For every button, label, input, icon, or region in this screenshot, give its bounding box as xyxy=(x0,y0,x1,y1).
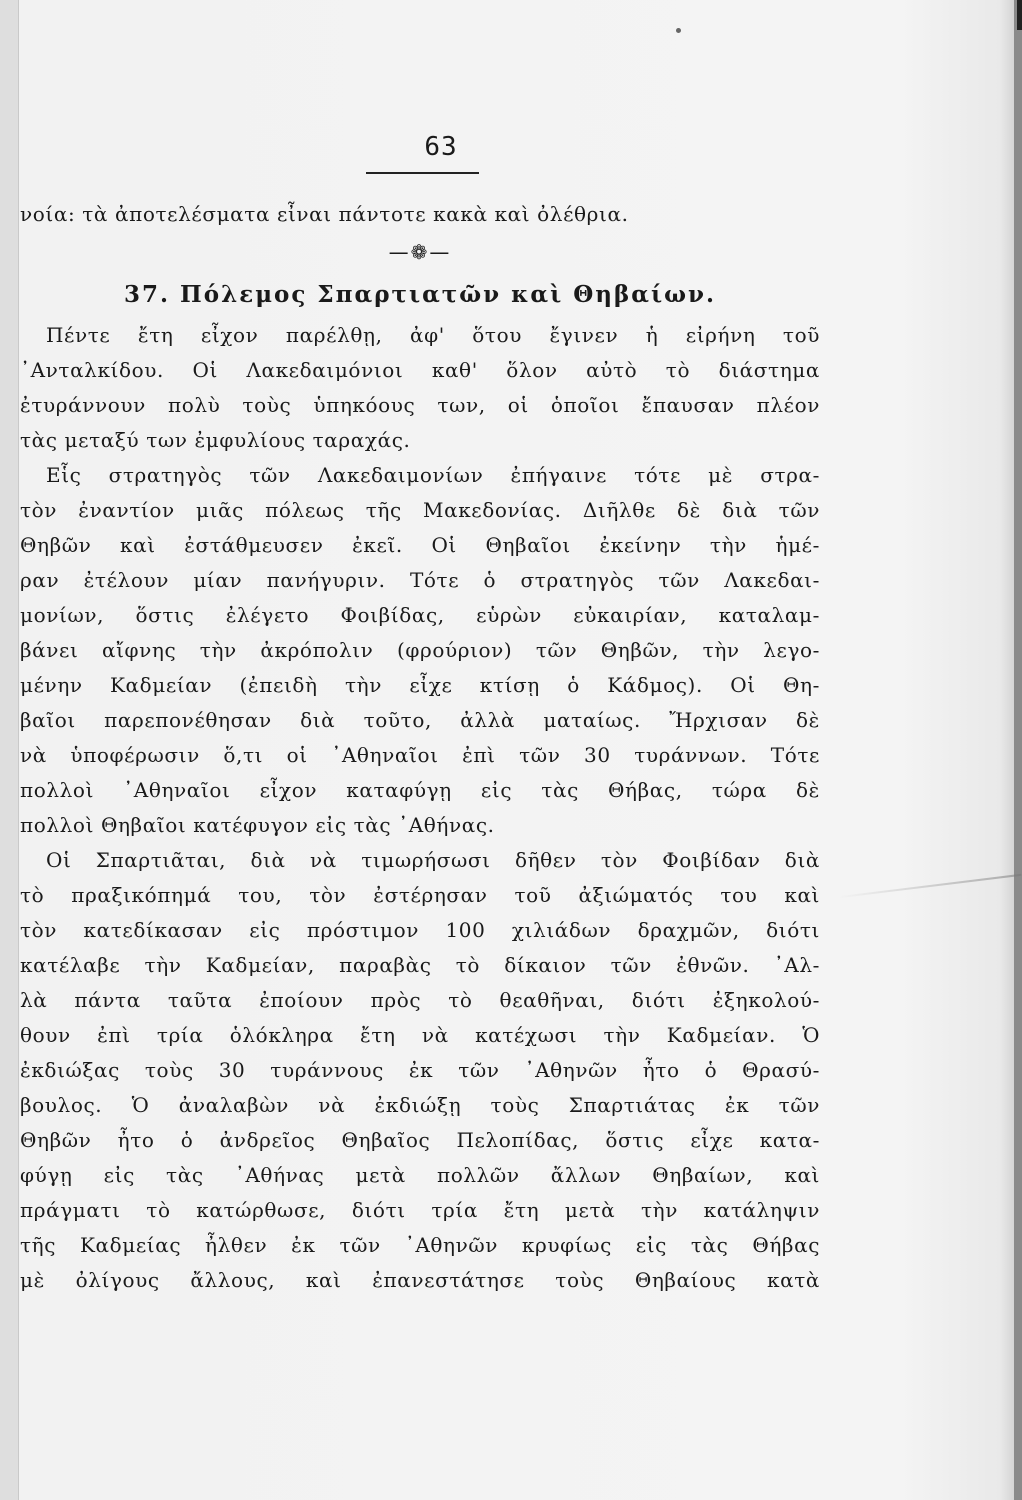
paragraph-3 xyxy=(20,843,820,1298)
page-edge-shadow xyxy=(1014,0,1022,1500)
text-line: νὰ ὑποφέρωσιν ὅ,τι οἱ ᾿Αθηναῖοι ἐπὶ τῶν 30 τυράννων. Τότε xyxy=(20,743,820,767)
text-line: Εἷς στρατηγὸς τῶν Λακεδαιμονίων ἐπήγαινε τότε μὲ στρα- xyxy=(46,463,820,487)
text-line: θουν ἐπὶ τρία ὁλόκληρα ἔτη νὰ κατέχωσι τὴν Καδμείαν. Ὁ xyxy=(20,1023,820,1047)
ornament-icon: —❁— xyxy=(388,240,452,264)
text-line: λὰ πάντα ταῦτα ἐποίουν πρὸς τὸ θεαθῆναι, διότι ἐξηκολού- xyxy=(20,988,820,1012)
text-line: τὸ πραξικόπημά του, τὸν ἐστέρησαν τοῦ ἀξιώματός του καὶ xyxy=(20,883,820,907)
text-line: Θηβῶν ἦτο ὁ ἀνδρεῖος Θηβαῖος Πελοπίδας, ὅστις εἶχε κατα- xyxy=(20,1128,820,1152)
page-number: 63 xyxy=(424,132,458,162)
text-line: τὸν ἐναντίον μιᾶς πόλεως τῆς Μακεδονίας. Διῆλθε δὲ διὰ τῶν xyxy=(20,498,820,522)
text-line: τὰς μεταξύ των ἐμφυλίους ταραχάς. xyxy=(20,428,411,452)
text-line: πολλοὶ ᾿Αθηναῖοι εἶχον καταφύγῃ εἰς τὰς Θήβας, τώρα δὲ xyxy=(20,778,820,802)
text-line: μένην Καδμείαν (ἐπειδὴ τὴν εἶχε κτίσῃ ὁ Κάδμος). Οἱ Θη- xyxy=(20,673,820,697)
text-line: μονίων, ὅστις ἐλέγετο Φοιβίδας, εὑρὼν εὐκαιρίαν, καταλαμ- xyxy=(20,603,820,627)
page-corner-shadow xyxy=(1017,0,1022,30)
page-text xyxy=(20,197,820,1298)
paragraph-2 xyxy=(20,458,820,843)
text-line: Οἱ Σπαρτιᾶται, διὰ νὰ τιμωρήσωσι δῆθεν τὸν Φοιβίδαν διὰ xyxy=(46,848,820,872)
paragraph-1 xyxy=(20,318,820,458)
text-line: κατέλαβε τὴν Καδμείαν, παραβὰς τὸ δίκαιον τῶν ἐθνῶν. ᾿Αλ- xyxy=(20,953,820,977)
text-line: βάνει αἴφνης τὴν ἀκρόπολιν (φρούριον) τῶν Θηβῶν, τὴν λεγο- xyxy=(20,638,820,662)
text-line: Θηβῶν καὶ ἐστάθμευσεν ἐκεῖ. Οἱ Θηβαῖοι ἐκείνην τὴν ἡμέ- xyxy=(20,533,820,557)
text-line: πράγματι τὸ κατώρθωσε, διότι τρία ἔτη μετὰ τὴν κατάληψιν xyxy=(20,1198,820,1222)
text-line: τὸν κατεδίκασαν εἰς πρόστιμον 100 χιλιάδων δραχμῶν, διότι xyxy=(20,918,820,942)
paper-crease xyxy=(839,874,1022,898)
text-line: τῆς Καδμείας ἦλθεν ἐκ τῶν ᾿Αθηνῶν κρυφίως εἰς τὰς Θήβας xyxy=(20,1233,820,1257)
text-line: μὲ ὀλίγους ἄλλους, καὶ ἐπανεστάτησε τοὺς Θηβαίους κατὰ xyxy=(20,1268,820,1292)
text-line: ἐκδιώξας τοὺς 30 τυράννους ἐκ τῶν ᾿Αθηνῶν ἦτο ὁ Θρασύ- xyxy=(20,1058,820,1082)
text-line: φύγῃ εἰς τὰς ᾿Αθήνας μετὰ πολλῶν ἄλλων Θηβαίων, καὶ xyxy=(20,1163,820,1187)
binding-edge xyxy=(0,0,19,1500)
page-number-rule xyxy=(366,172,479,174)
text-line: ᾿Ανταλκίδου. Οἱ Λακεδαιμόνιοι καθ' ὅλον αὐτὸ τὸ διάστημα xyxy=(20,358,820,382)
text-line: ἐτυράννουν πολὺ τοὺς ὑπηκόους των, οἱ ὁποῖοι ἔπαυσαν πλέον xyxy=(20,393,820,417)
continuation-line: νοία: τὰ ἀποτελέσματα εἶναι πάντοτε κακὰ καὶ ὀλέθρια. xyxy=(20,202,629,226)
text-line: πολλοὶ Θηβαῖοι κατέφυγον εἰς τὰς ᾿Αθήνας. xyxy=(20,813,495,837)
section-divider xyxy=(20,232,820,272)
text-line: ραν ἐτέλουν μίαν πανήγυριν. Τότε ὁ στρατηγὸς τῶν Λακεδαι- xyxy=(20,568,820,592)
text-line: βουλος. Ὁ ἀναλαβὼν νὰ ἐκδιώξῃ τοὺς Σπαρτιάτας ἐκ τῶν xyxy=(20,1093,820,1117)
ink-speck xyxy=(676,28,681,33)
text-line: βαῖοι παρεπονέθησαν διὰ τοῦτο, ἀλλὰ ματαίως. Ἤρχισαν δὲ xyxy=(20,708,820,732)
text-line: Πέντε ἔτη εἶχον παρέλθῃ, ἀφ' ὅτου ἔγινεν ἡ εἰρήνη τοῦ xyxy=(46,323,820,347)
section-heading: 37. Πόλεμος Σπαρτιατῶν καὶ Θηβαίων. xyxy=(124,281,716,308)
